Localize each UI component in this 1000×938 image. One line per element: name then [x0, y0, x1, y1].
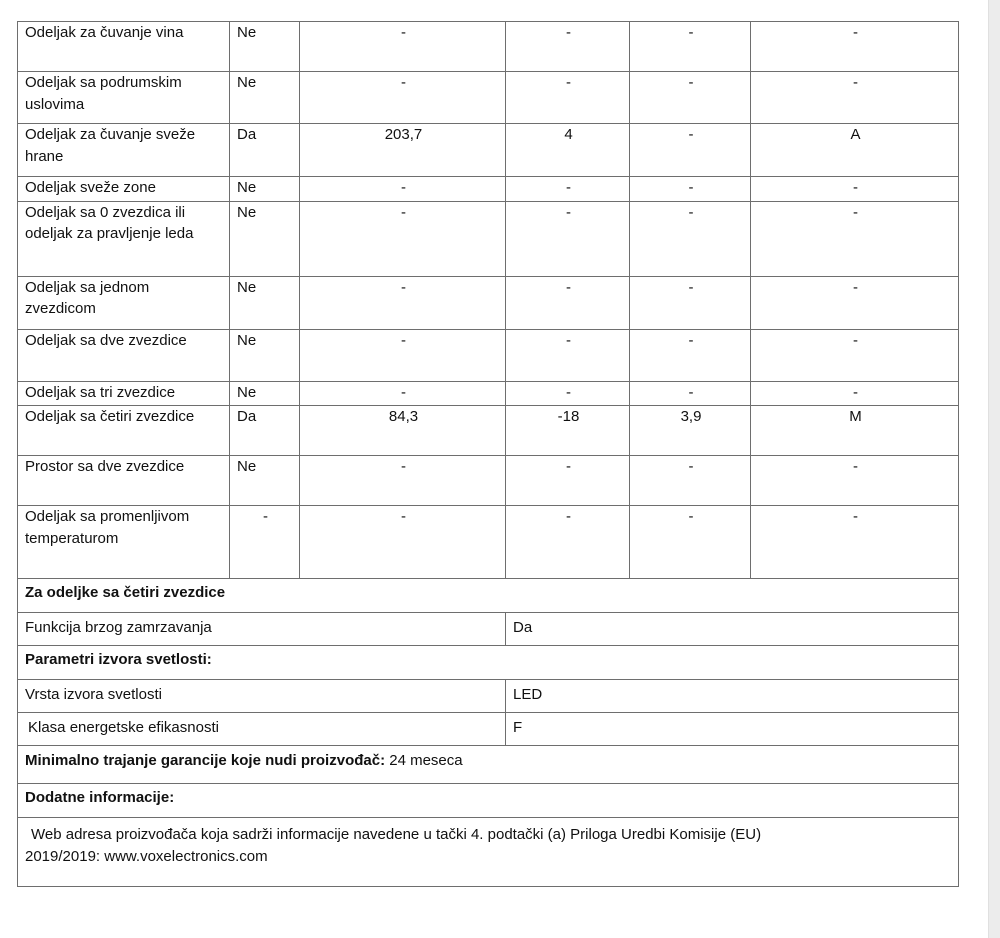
fast-freeze-value: Da [506, 613, 959, 646]
table-row [18, 613, 959, 646]
compartment-present: Da [230, 406, 300, 456]
compartment-present: Ne [230, 381, 300, 406]
compartment-temp: 4 [506, 124, 630, 177]
compartment-present: - [230, 506, 300, 579]
table-row [18, 329, 959, 381]
table-row [18, 713, 959, 746]
compartment-present: Ne [230, 201, 300, 276]
compartment-name: Odeljak sveže zone [18, 177, 230, 202]
light-type-label: Vrsta izvora svetlosti [18, 680, 506, 713]
compartment-volume: - [300, 22, 506, 72]
table-row [18, 784, 959, 818]
compartment-power: - [630, 381, 751, 406]
table-row [18, 177, 959, 202]
compartment-name: Odeljak sa podrumskim uslovima [18, 72, 230, 124]
compartment-temp: - [506, 72, 630, 124]
additional-info-text [18, 818, 959, 887]
compartment-volume: 84,3 [300, 406, 506, 456]
compartment-type: M [751, 406, 959, 456]
compartment-temp: - [506, 381, 630, 406]
compartment-volume: - [300, 72, 506, 124]
compartment-name: Prostor sa dve zvezdice [18, 456, 230, 506]
compartment-volume: - [300, 177, 506, 202]
compartment-name: Odeljak za čuvanje sveže hrane [18, 124, 230, 177]
compartment-present: Da [230, 124, 300, 177]
compartment-temp: - [506, 201, 630, 276]
table-row [18, 646, 959, 680]
compartment-name: Odeljak sa dve zvezdice [18, 329, 230, 381]
fast-freeze-label: Funkcija brzog zamrzavanja [18, 613, 506, 646]
additional-info-heading: Dodatne informacije: [18, 784, 959, 818]
warranty-row [18, 746, 959, 784]
compartment-power: 3,9 [630, 406, 751, 456]
compartment-volume: 203,7 [300, 124, 506, 177]
compartment-type: - [751, 276, 959, 329]
compartment-name: Odeljak sa 0 zvezdica ili odeljak za pravljenje leda [18, 201, 230, 276]
compartment-present: Ne [230, 276, 300, 329]
table-row [18, 124, 959, 177]
table-row [18, 381, 959, 406]
compartment-power: - [630, 22, 751, 72]
table-row [18, 72, 959, 124]
compartment-power: - [630, 201, 751, 276]
table-row [18, 680, 959, 713]
compartment-type: - [751, 381, 959, 406]
compartment-power: - [630, 456, 751, 506]
compartment-type: - [751, 456, 959, 506]
spec-table [17, 21, 959, 887]
compartment-type: A [751, 124, 959, 177]
scrollbar-track[interactable] [988, 0, 1000, 938]
table-row [18, 201, 959, 276]
table-row [18, 22, 959, 72]
compartment-temp: -18 [506, 406, 630, 456]
table-row [18, 579, 959, 613]
compartment-type: - [751, 72, 959, 124]
table-row [18, 276, 959, 329]
compartment-volume: - [300, 201, 506, 276]
compartment-type: - [751, 177, 959, 202]
compartment-present: Ne [230, 456, 300, 506]
compartment-volume: - [300, 456, 506, 506]
compartment-power: - [630, 72, 751, 124]
compartment-temp: - [506, 22, 630, 72]
compartment-temp: - [506, 177, 630, 202]
additional-info-line: Web adresa proizvođača koja sadrži informacije navedene u tački 4. podtački (a) Priloga Uredbi Komisije (EU) [31, 826, 762, 843]
compartment-temp: - [506, 329, 630, 381]
compartment-power: - [630, 124, 751, 177]
compartment-power: - [630, 276, 751, 329]
table-row [18, 746, 959, 784]
compartment-volume: - [300, 506, 506, 579]
compartment-volume: - [300, 276, 506, 329]
compartment-name: Odeljak za čuvanje vina [18, 22, 230, 72]
compartment-volume: - [300, 381, 506, 406]
document-page [17, 21, 958, 887]
compartment-type: - [751, 22, 959, 72]
light-source-heading: Parametri izvora svetlosti: [18, 646, 959, 680]
additional-info-line: 2019/2019: www.voxelectronics.com [25, 847, 268, 865]
compartment-temp: - [506, 276, 630, 329]
compartment-power: - [630, 177, 751, 202]
four-star-heading: Za odeljke sa četiri zvezdice [18, 579, 959, 613]
warranty-label: Minimalno trajanje garancije koje nudi proizvođač: [25, 752, 386, 769]
compartment-type: - [751, 201, 959, 276]
compartment-name: Odeljak sa četiri zvezdice [18, 406, 230, 456]
compartment-present: Ne [230, 177, 300, 202]
compartment-present: Ne [230, 72, 300, 124]
compartment-volume: - [300, 329, 506, 381]
compartment-name: Odeljak sa promenljivom temperaturom [18, 506, 230, 579]
compartment-power: - [630, 506, 751, 579]
compartment-name: Odeljak sa jednom zvezdicom [18, 276, 230, 329]
table-row [18, 506, 959, 579]
compartment-temp: - [506, 456, 630, 506]
table-row [18, 406, 959, 456]
table-row [18, 818, 959, 887]
warranty-value: 24 meseca [385, 752, 463, 769]
compartment-present: Ne [230, 329, 300, 381]
energy-class-label: Klasa energetske efikasnosti [18, 713, 506, 746]
table-row [18, 456, 959, 506]
compartment-type: - [751, 506, 959, 579]
compartment-present: Ne [230, 22, 300, 72]
light-type-value: LED [506, 680, 959, 713]
compartment-name: Odeljak sa tri zvezdice [18, 381, 230, 406]
energy-class-value: F [506, 713, 959, 746]
compartment-power: - [630, 329, 751, 381]
compartment-type: - [751, 329, 959, 381]
compartment-temp: - [506, 506, 630, 579]
